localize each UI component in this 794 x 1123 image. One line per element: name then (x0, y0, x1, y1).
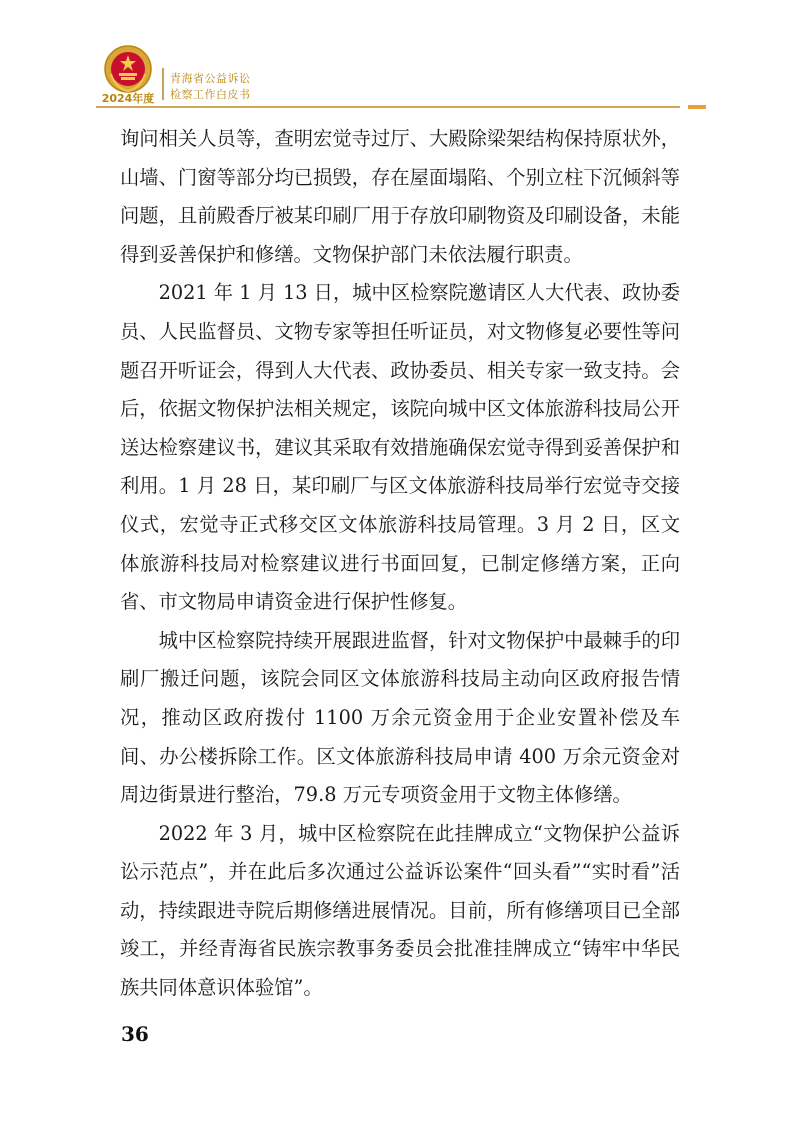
header-rule-accent (688, 105, 706, 109)
header-title-line2: 检察工作白皮书 (170, 88, 251, 101)
paragraph-2: 2021 年 1 月 13 日，城中区检察院邀请区人大代表、政协委员、人民监督员、文物专家等担任听证员，对文物修复必要性等问题召开听证会，得到人大代表、政协委员、相关专家一致支持。会后，依据文物保护法相关规定，该院向城中区文体旅游科技局公开送达检察建议书，建议其采取有效措施确保宏觉寺得到妥善保护和利用。1 月 28 日，某印刷厂与区文体旅游科技局举行宏觉寺交接仪式，宏觉寺正式移交区文体旅游科技局管理。3 月 2 日，区文体旅游科技局对检察建议进行书面回复，已制定修缮方案，正向省、市文物局申请资金进行保护性修复。 (120, 281, 681, 614)
page-number: 36 (121, 1022, 149, 1046)
page-header (0, 0, 794, 120)
paragraph-4: 2022 年 3 月，城中区检察院在此挂牌成立“文物保护公益诉讼示范点”，并在此后多次通过公益诉讼案件“回头看”“实时看”活动，持续跟进寺院后期修缮进展情况。目前，所有修缮项目已全部竣工，并经青海省民族宗教事务委员会批准挂牌成立“铸牢中华民族共同体意识体验馆”。 (120, 821, 680, 1000)
header-rule (96, 106, 680, 108)
procuratorate-emblem-icon (103, 44, 153, 94)
paragraph-3: 城中区检察院持续开展跟进监督，针对文物保护中最棘手的印刷厂搬迁问题，该院会同区文体旅游科技局主动向区政府报告情况，推动区政府拨付 1100 万余元资金用于企业安置补偿及车间、办公楼拆除工作。区文体旅游科技局申请 400 万余元资金对周边街景进行整治，79.8 万元专项资金用于文物主体修缮。 (120, 628, 680, 807)
header-divider (162, 68, 164, 100)
year-label: 2024年度 (101, 92, 155, 105)
paragraph-1: 询问相关人员等，查明宏觉寺过厅、大殿除梁架结构保持原状外，山墙、门窗等部分均已损毁，存在屋面塌陷、个别立柱下沉倾斜等问题，且前殿香厅被某印刷厂用于存放印刷物资及印刷设备，未能得到妥善保护和修缮。文物保护部门未依法履行职责。 (120, 127, 680, 266)
header-title-line1: 青海省公益诉讼 (170, 72, 251, 85)
page-body (120, 120, 680, 1008)
